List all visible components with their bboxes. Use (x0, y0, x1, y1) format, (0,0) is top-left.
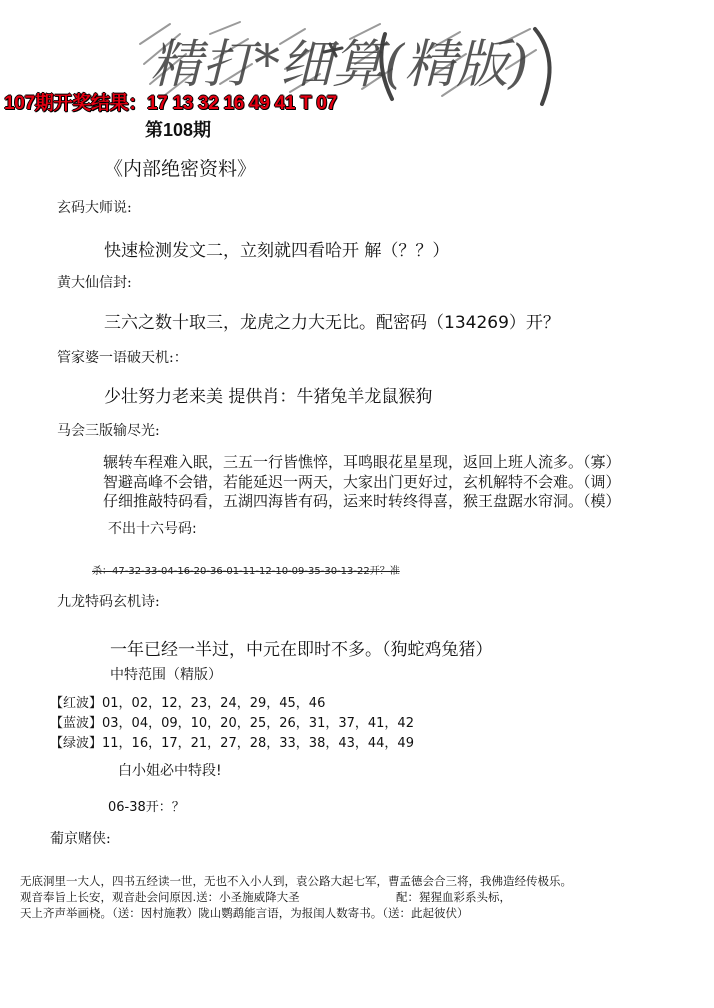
last-draw-result: 107期开奖结果：17 13 32 16 49 41 T 07 (4, 93, 337, 114)
range-label: 中特范围（精版） (110, 667, 222, 683)
red-wave-row (50, 692, 325, 711)
xuanma-text: 快速检测发文二，立刻就四看哈开 解（？？） (104, 241, 450, 261)
huang-text: 三六之数十取三，龙虎之力大无比。配密码（134269）开？ (104, 313, 560, 333)
green-wave-tag: 【绿波】 (50, 736, 103, 751)
jiulong-label: 九龙特码玄机诗: (57, 594, 160, 610)
issue-number: 第108期 (145, 120, 212, 140)
huang-label: 黄大仙信封: (57, 275, 132, 291)
blue-wave-tag: 【蓝波】 (50, 716, 103, 731)
green-wave-numbers: 11，16，17，21，27，28，33，38，43，44，49 (102, 736, 414, 751)
blue-wave-row (50, 712, 414, 731)
mahui-poem-line-2: 智避高峰不会错，若能延迟一两天，大家出门更好过，玄机解特不会难。（调） (103, 473, 621, 491)
mahui-poem-line-3: 仔细推敲特码看，五湖四海皆有码，运来时转终得喜，猴王盘踞水帘洞。（模） (103, 492, 621, 510)
no-sixteen-label: 不出十六号码: (108, 521, 197, 537)
red-wave-numbers: 01，02，12，23，24，29，45，46 (102, 696, 326, 711)
jiulong-text: 一年已经一半过，中元在即时不多。（狗蛇鸡兔猪） (110, 640, 493, 660)
red-wave-tag: 【红波】 (50, 696, 103, 711)
kill-numbers: 杀：47-32-33-04-16-20-36-01-11-12-10-09-35-30-13-22开？准 (92, 566, 400, 577)
footer-line-2: 观音奉旨上长安，观音赴会问原因.送：小圣施威降大圣 (20, 890, 300, 904)
document-title: 《内部绝密资料》 (104, 158, 257, 180)
footer-line-2b: 配：猩猩血彩系头标， (396, 890, 511, 904)
xuanma-label: 玄码大师说: (57, 200, 132, 216)
footer-line-1: 无底洞里一大人，四书五经读一世，无也不入小人到，袁公路大起七军，曹孟德会合三将，我佛造经传极乐。 (20, 874, 572, 888)
svg-text:精打*细算(精版): 精打*细算(精版) (150, 35, 529, 95)
mahui-label: 马会三版输尽光: (57, 423, 160, 439)
blue-wave-numbers: 03，04，09，10，20，25，26，31，37，41，42 (102, 716, 414, 731)
open-text: 06-38开：？ (108, 800, 185, 815)
pujing-label: 葡京赌侠: (50, 831, 111, 847)
footer-line-3: 天上齐声举画桡。（送：因村施教）陇山鹦鹉能言语，为报闺人数寄书。（送：此起彼伏） (20, 906, 469, 920)
baixiaojie-text: 白小姐必中特段! (118, 763, 222, 779)
guanjia-label: 管家婆一语破天机:： (57, 350, 188, 366)
mahui-poem-line-1: 辗转车程难入眠，三五一行皆憔悴，耳鸣眼花星星现，返回上班人流多。（寡） (103, 453, 621, 471)
guanjia-text: 少壮努力老来美 提供肖：牛猪兔羊龙鼠猴狗 (104, 387, 433, 407)
green-wave-row (50, 732, 414, 751)
